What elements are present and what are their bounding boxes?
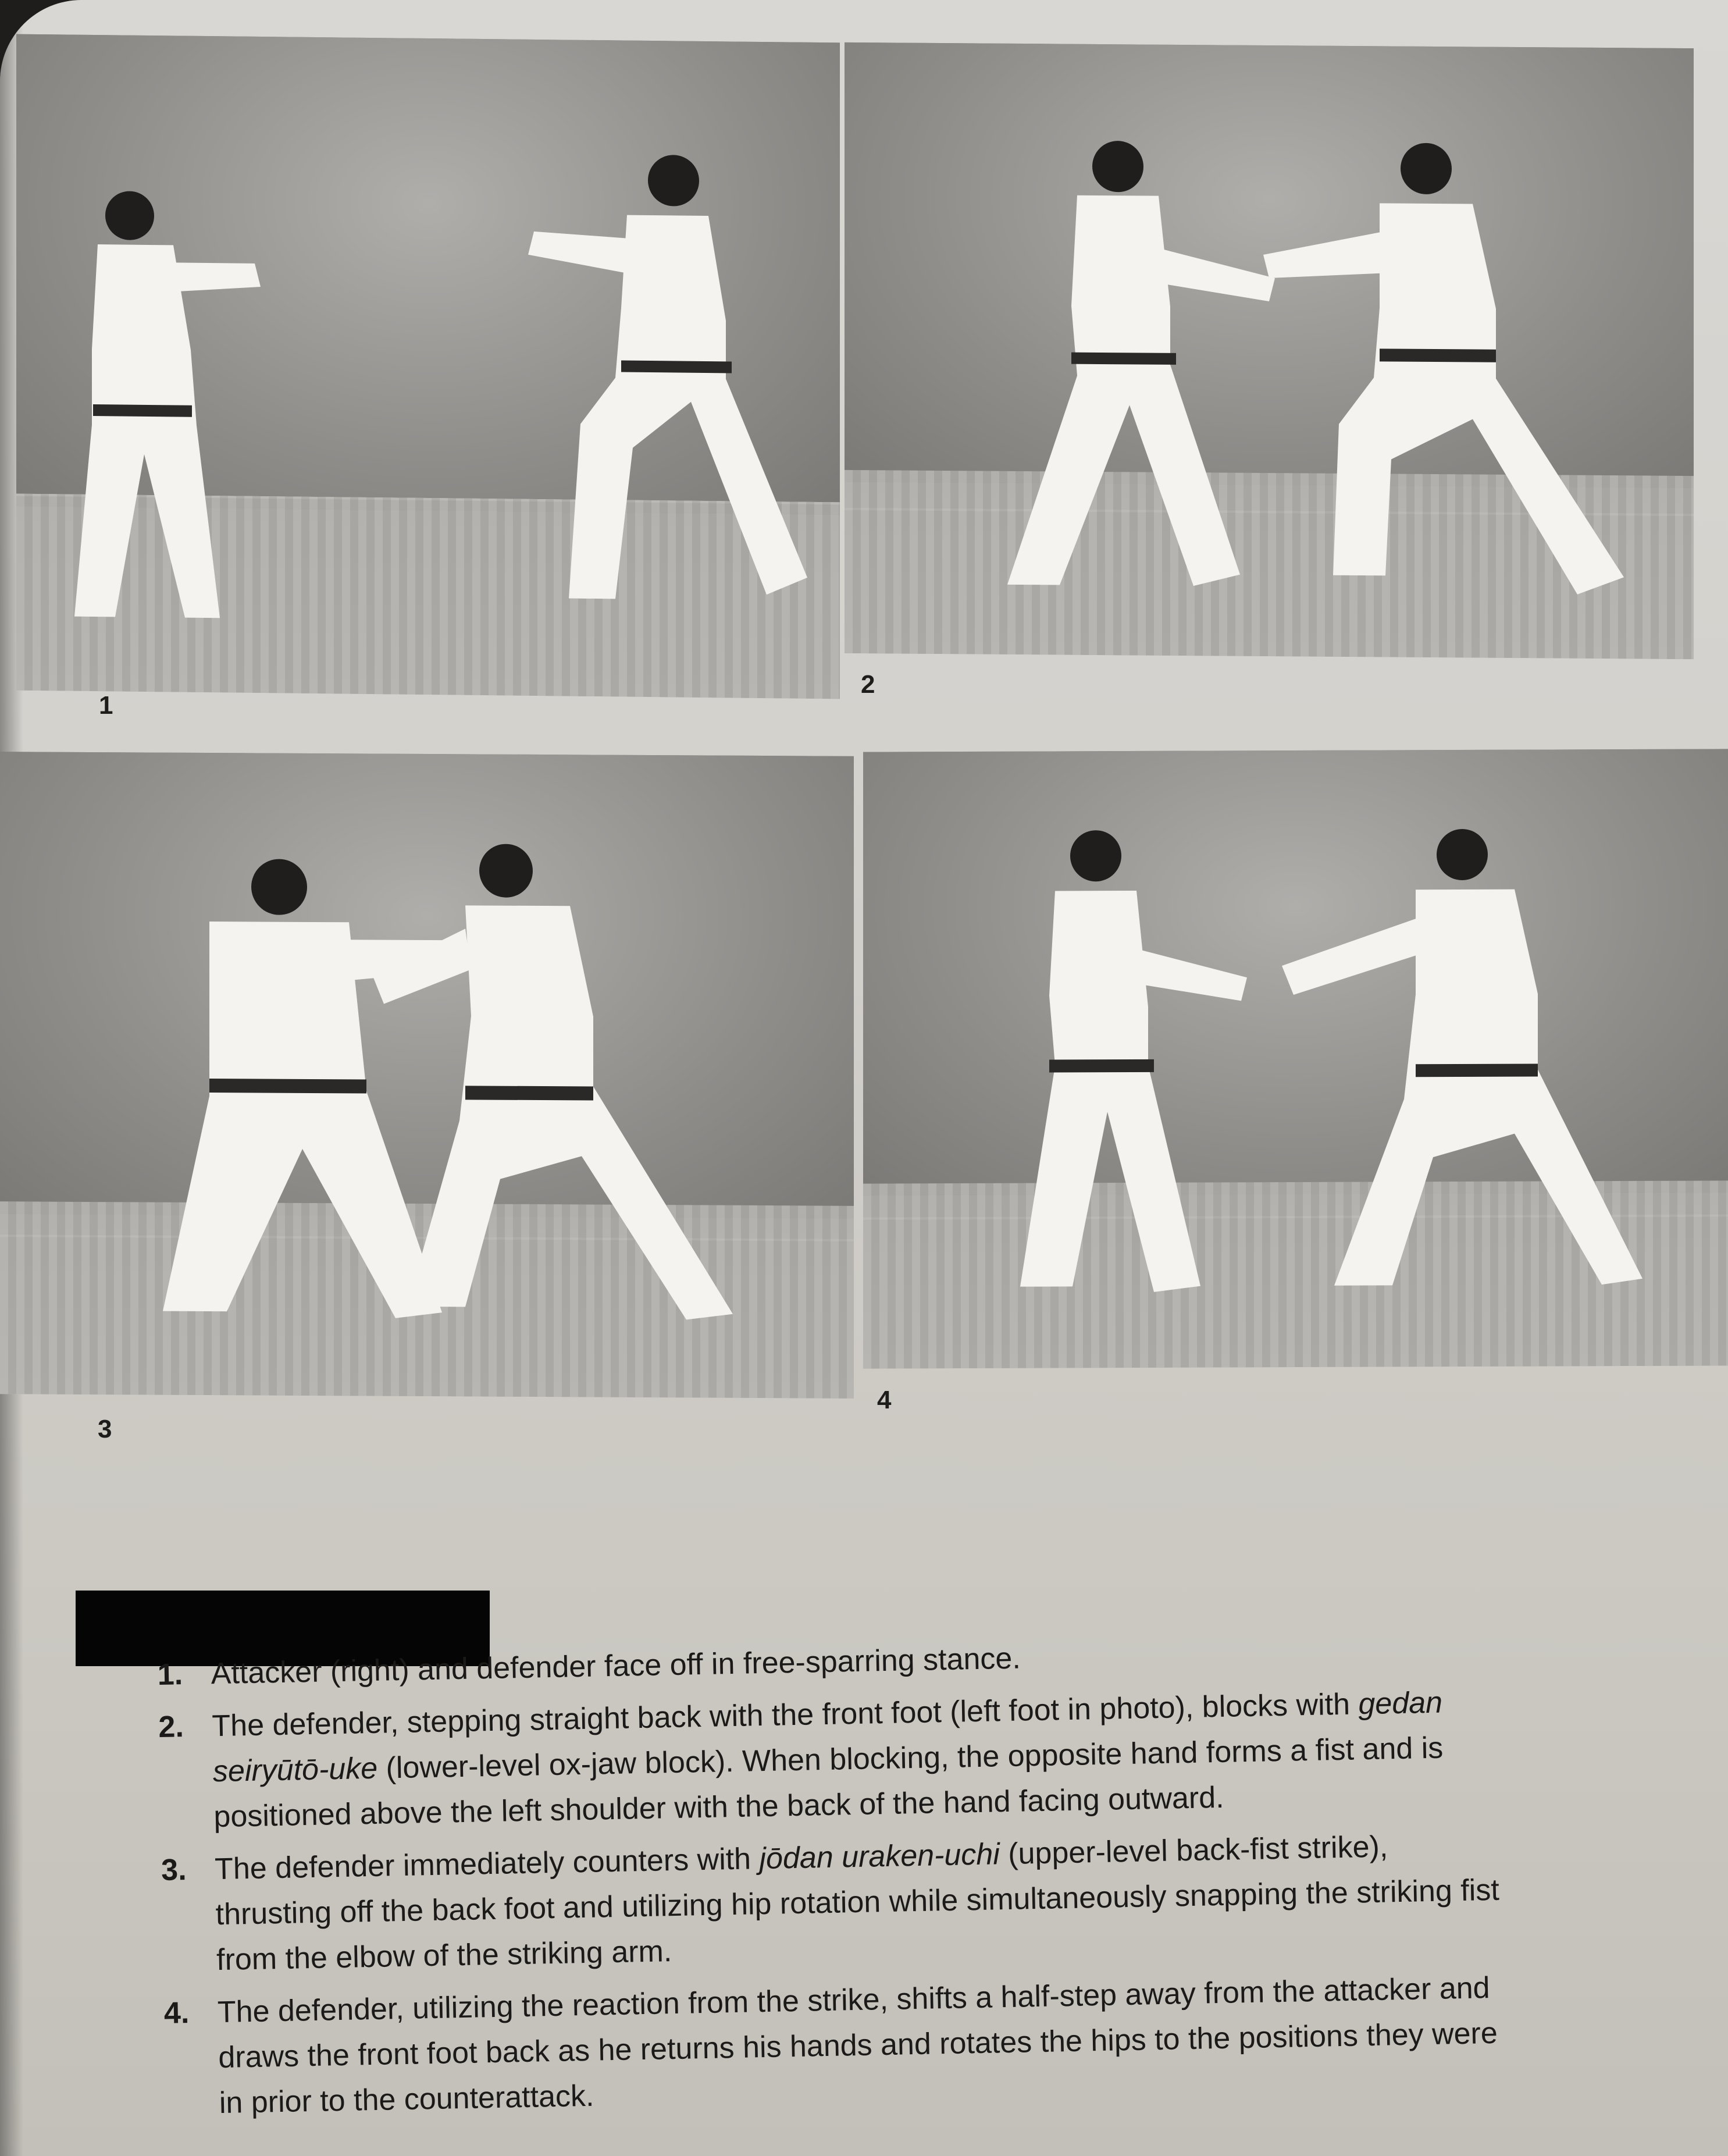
step-text-part: (lower-level ox-jaw block). When blocking, the opposite hand forms a fist and is positioned above the left shoulder with the back of the hand facing outward. bbox=[213, 1731, 1444, 1834]
photo-1-number: 1 bbox=[99, 691, 113, 720]
photo-2-number: 2 bbox=[861, 670, 875, 699]
photo-2 bbox=[845, 42, 1694, 659]
step-text-part: The defender immediately counters with bbox=[214, 1842, 760, 1887]
step-text-part: Attacker (right) and defender face off in free-sparring stance. bbox=[211, 1641, 1021, 1691]
step-text-part: The defender, utilizing the reaction from the strike, shifts a half-step away from the attacker and draws the front foot back as he returns his hands and rotates the hips to the positions they were in prior to the counterattack. bbox=[217, 1971, 1498, 2121]
step-number: 2. bbox=[158, 1710, 184, 1744]
step-text bbox=[217, 1971, 1498, 2120]
karateka-defender-figure bbox=[372, 830, 779, 1344]
step-text bbox=[211, 1642, 1021, 1691]
step-text-part: The defender, stepping straight back with the front foot (left foot in photo), blocks with bbox=[211, 1687, 1359, 1744]
karateka-attacker-figure bbox=[482, 132, 842, 636]
karateka-defender-figure bbox=[28, 174, 272, 653]
karateka-attacker-figure bbox=[1270, 819, 1689, 1310]
step-number: 1. bbox=[157, 1657, 183, 1692]
technique-term: jōdan uraken-uchi bbox=[758, 1837, 1000, 1876]
technique-term: gedan seiryūtō-uke bbox=[212, 1685, 1443, 1789]
instruction-steps bbox=[157, 1626, 1515, 2133]
karateka-defender-figure bbox=[972, 130, 1298, 621]
photo-3-number: 3 bbox=[98, 1415, 112, 1443]
karateka-defender-figure bbox=[1003, 820, 1270, 1310]
photo-4-number: 4 bbox=[877, 1386, 892, 1414]
photo-4 bbox=[863, 749, 1728, 1368]
karateka-attacker-figure bbox=[1252, 133, 1659, 624]
step-text-part: (upper-level back-fist strike), thrusting off the back foot and utilizing hip rotation while simultaneously snapping the striking fist from the elbow of the striking arm. bbox=[215, 1830, 1500, 1977]
step-number: 3. bbox=[161, 1853, 187, 1887]
step-number: 4. bbox=[163, 1996, 190, 2030]
step-item bbox=[158, 1678, 1510, 1840]
photo-3 bbox=[0, 752, 854, 1399]
step-text bbox=[212, 1686, 1444, 1834]
step-item bbox=[161, 1821, 1512, 1983]
step-item bbox=[163, 1965, 1515, 2126]
step-text bbox=[215, 1830, 1500, 1977]
photo-1 bbox=[16, 34, 840, 699]
